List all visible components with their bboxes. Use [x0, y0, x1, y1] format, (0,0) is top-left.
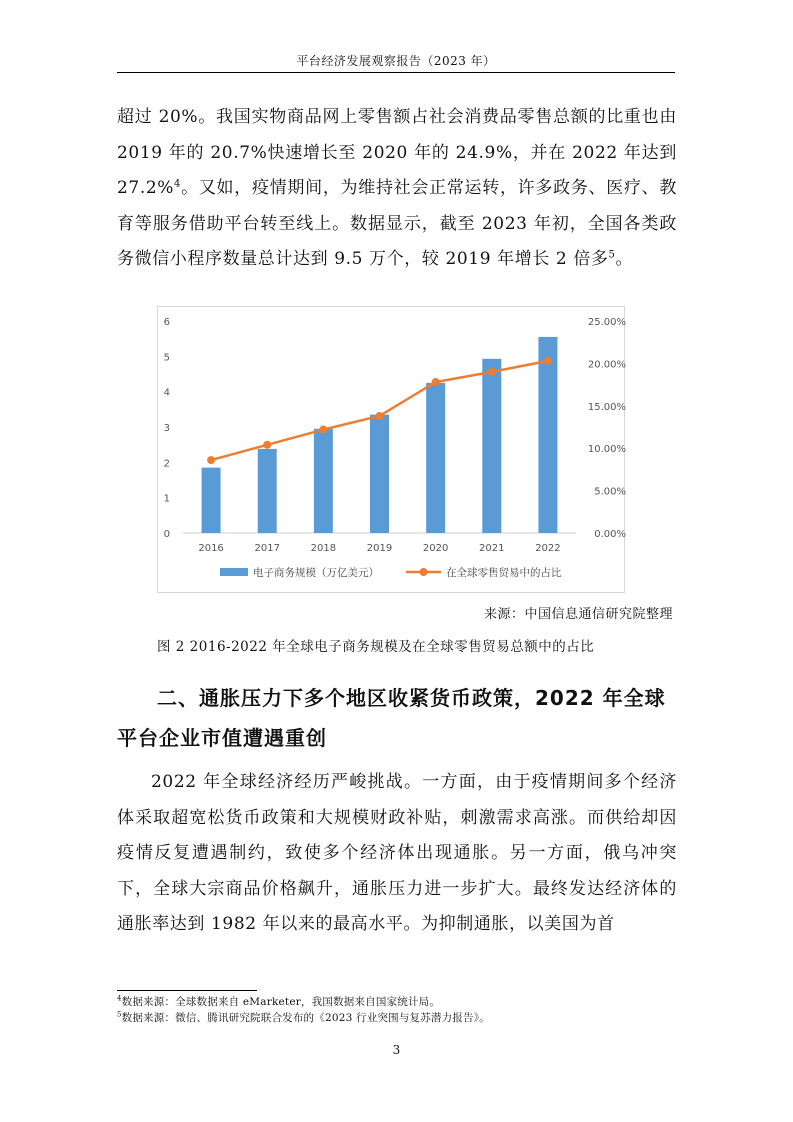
bar-2018	[314, 429, 333, 533]
y-right-tick-label: 10.00%	[587, 444, 626, 456]
footnote-4	[117, 994, 440, 1009]
x-tick-label: 2021	[479, 543, 505, 554]
share-point-2017	[263, 441, 271, 449]
legend-bar-label: 电子商务规模（万亿美元）	[253, 567, 379, 579]
bar-2021	[482, 359, 501, 533]
footnote-ref-5[interactable]: 5	[608, 249, 616, 261]
footnote-rule	[117, 990, 257, 991]
y-right-tick-label: 5.00%	[594, 486, 626, 498]
chart-svg	[158, 307, 626, 594]
figure-caption: 图 2 2016-2022 年全球电子商务规模及在全球零售贸易总额中的占比	[157, 639, 595, 655]
y-right-tick-label: 15.00%	[587, 401, 626, 413]
page-number: 3	[392, 1043, 401, 1057]
x-tick-label: 2020	[422, 543, 449, 554]
y-left-tick-label: 0	[163, 529, 170, 540]
y-left-tick-label: 3	[163, 423, 170, 434]
section-heading-line2: 平台企业市值遭遇重创	[117, 726, 327, 750]
share-point-2021	[488, 368, 496, 376]
section-heading	[117, 678, 682, 758]
x-tick-label: 2016	[198, 543, 224, 554]
section-heading-line1: 二、通胀压力下多个地区收紧货币政策，2022 年全球	[157, 686, 666, 710]
footnote-4-num: 4	[117, 994, 122, 1003]
legend-line-label: 在全球零售贸易中的占比	[446, 567, 562, 579]
bar-2016	[202, 468, 221, 533]
x-tick-label: 2018	[310, 543, 337, 554]
y-right-tick-label: 0.00%	[594, 529, 626, 540]
y-left-tick-label: 4	[163, 387, 170, 399]
x-tick-label: 2019	[366, 543, 393, 554]
legend-bar-swatch	[220, 568, 248, 576]
footnote-5-num: 5	[117, 1010, 122, 1019]
x-tick-label: 2017	[254, 543, 280, 554]
y-right-tick-label: 25.00%	[587, 317, 626, 328]
bar-2020	[426, 383, 445, 533]
footnote-4-text: 数据来源：全球数据来自 eMarketer，我国数据来自国家统计局。	[121, 996, 441, 1008]
y-right-tick-label: 20.00%	[587, 359, 626, 371]
bar-2019	[370, 415, 389, 533]
intro-text-a: 超过 20%。我国实物商品网上零售额占社会消费品零售总额的比重也由 2019 年的 20.7%快速增长至 2020 年的 24.9%，并在 2022 年达到 27.2%	[117, 107, 677, 198]
y-left-tick-label: 1	[163, 493, 170, 505]
header-rule	[117, 72, 675, 73]
y-left-tick-label: 2	[163, 458, 170, 470]
y-left-tick-label: 5	[163, 352, 170, 364]
share-point-2020	[432, 378, 440, 386]
footnote-5-text: 数据来源：微信、腾讯研究院联合发布的《2023 行业突围与复苏潜力报告》。	[121, 1012, 490, 1024]
share-point-2016	[207, 456, 215, 464]
bar-2022	[538, 337, 557, 533]
share-point-2018	[319, 426, 327, 434]
footnote-5	[117, 1010, 490, 1025]
intro-paragraph	[117, 100, 677, 278]
intro-text-b: 。又如，疫情期间，为维持社会正常运转，许多政务、医疗、教育等服务借助平台转至线上。数据显示，截至 2023 年初，全国各类政务微信小程序数量总计达到 9.5 万个，较 2019 年增长 2 倍多	[117, 178, 677, 269]
y-left-tick-label: 6	[163, 317, 170, 328]
figure-source: 来源：中国信息通信研究院整理	[483, 607, 673, 622]
ecommerce-chart	[157, 306, 625, 593]
footnote-ref-4[interactable]: 4	[174, 178, 181, 190]
intro-text-c: 。	[615, 249, 634, 269]
share-point-2022	[544, 357, 552, 365]
running-header: 平台经济发展观察报告（2023 年）	[296, 54, 496, 68]
share-point-2019	[376, 412, 384, 420]
bar-2017	[258, 449, 277, 533]
body-paragraph: 2022 年全球经济经历严峻挑战。一方面，由于疫情期间多个经济体采取超宽松货币政策和大规模财政补贴，刺激需求高涨。而供给却因疫情反复遭遇制约，致使多个经济体出现通胀。另一方面，俄乌冲突下，全球大宗商品价格飙升，通胀压力进一步扩大。最终发达经济体的通胀率达到 1982 年以来的最高水平。为抑制通胀，以美国为首	[117, 772, 677, 934]
x-tick-label: 2022	[535, 543, 561, 554]
legend-line-marker	[420, 568, 428, 576]
